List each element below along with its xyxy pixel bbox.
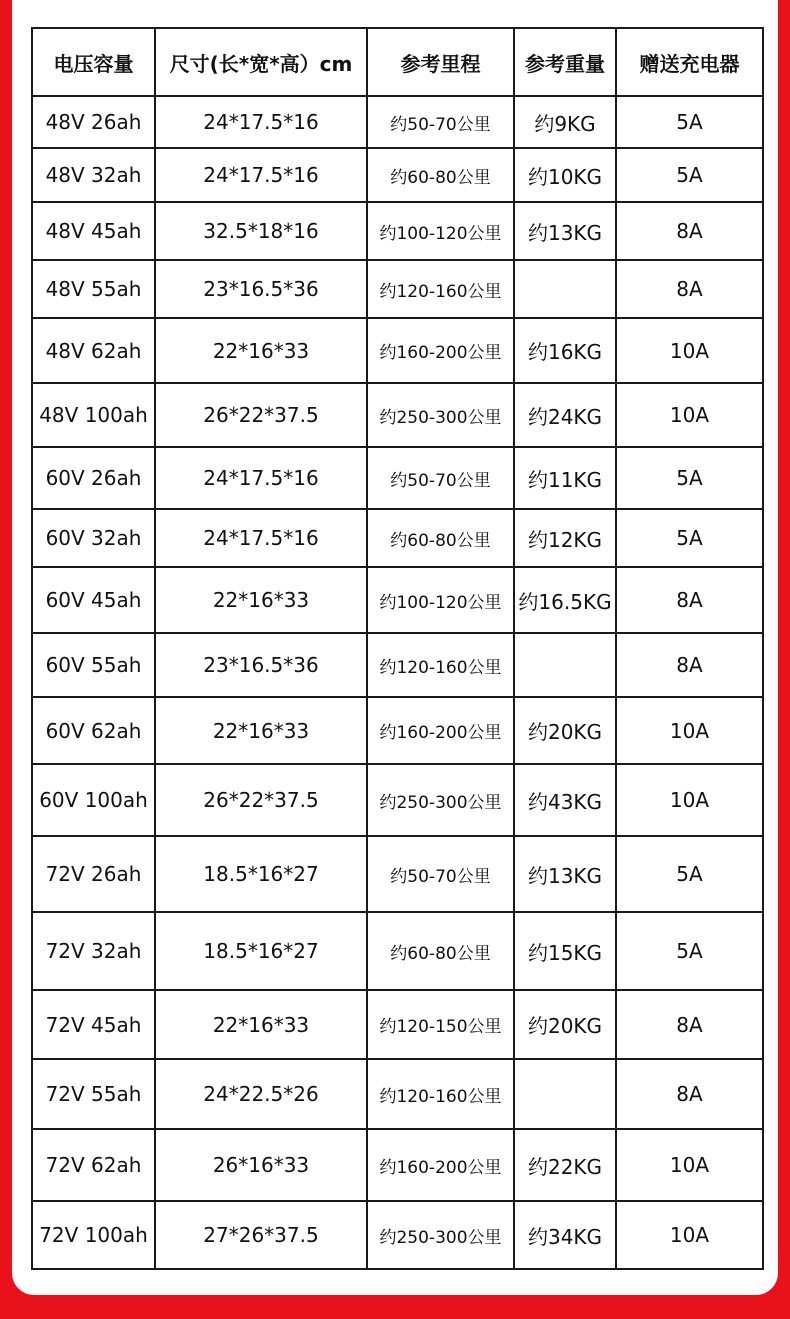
cell-included-charger: 10A — [616, 1201, 763, 1269]
cell-dimensions: 24*17.5*16 — [155, 148, 367, 202]
cell-reference-weight: 约11KG — [514, 447, 616, 509]
cell-reference-weight: 约20KG — [514, 697, 616, 764]
cell-reference-range: 约250-300公里 — [367, 383, 514, 447]
cell-reference-weight: 约9KG — [514, 96, 616, 148]
table-row — [32, 633, 763, 697]
cell-voltage-capacity: 60V 26ah — [32, 447, 155, 509]
spec-card — [12, 0, 778, 1295]
cell-reference-range: 约100-120公里 — [367, 567, 514, 633]
cell-reference-weight — [514, 1059, 616, 1129]
cell-reference-weight: 约13KG — [514, 202, 616, 260]
cell-reference-weight: 约34KG — [514, 1201, 616, 1269]
table-row — [32, 383, 763, 447]
cell-dimensions: 22*16*33 — [155, 990, 367, 1059]
cell-reference-range: 约60-80公里 — [367, 912, 514, 990]
table-row — [32, 509, 763, 567]
cell-reference-weight: 约22KG — [514, 1129, 616, 1201]
header-reference-range: 参考里程 — [367, 28, 514, 96]
cell-voltage-capacity: 60V 100ah — [32, 764, 155, 836]
cell-reference-weight — [514, 260, 616, 318]
cell-voltage-capacity: 60V 45ah — [32, 567, 155, 633]
cell-reference-range: 约50-70公里 — [367, 836, 514, 912]
cell-included-charger: 8A — [616, 202, 763, 260]
cell-dimensions: 24*17.5*16 — [155, 509, 367, 567]
cell-voltage-capacity: 72V 32ah — [32, 912, 155, 990]
cell-reference-weight: 约10KG — [514, 148, 616, 202]
cell-included-charger: 5A — [616, 148, 763, 202]
cell-reference-range: 约50-70公里 — [367, 96, 514, 148]
cell-included-charger: 5A — [616, 912, 763, 990]
cell-included-charger: 8A — [616, 990, 763, 1059]
cell-dimensions: 22*16*33 — [155, 567, 367, 633]
header-included-charger: 赠送充电器 — [616, 28, 763, 96]
table-header-row — [32, 28, 763, 96]
cell-included-charger: 5A — [616, 96, 763, 148]
cell-included-charger: 8A — [616, 260, 763, 318]
cell-reference-range: 约60-80公里 — [367, 148, 514, 202]
cell-reference-range: 约160-200公里 — [367, 697, 514, 764]
table-row — [32, 260, 763, 318]
cell-included-charger: 8A — [616, 633, 763, 697]
table-body — [32, 96, 763, 1269]
cell-reference-range: 约120-160公里 — [367, 633, 514, 697]
table-row — [32, 567, 763, 633]
cell-reference-range: 约160-200公里 — [367, 318, 514, 383]
cell-dimensions: 18.5*16*27 — [155, 836, 367, 912]
cell-voltage-capacity: 48V 100ah — [32, 383, 155, 447]
cell-reference-weight: 约20KG — [514, 990, 616, 1059]
battery-spec-table — [31, 27, 764, 1270]
table-row — [32, 447, 763, 509]
cell-dimensions: 32.5*18*16 — [155, 202, 367, 260]
cell-reference-weight — [514, 633, 616, 697]
cell-included-charger: 10A — [616, 697, 763, 764]
table-row — [32, 912, 763, 990]
cell-reference-range: 约50-70公里 — [367, 447, 514, 509]
header-reference-weight: 参考重量 — [514, 28, 616, 96]
cell-reference-range: 约250-300公里 — [367, 764, 514, 836]
cell-voltage-capacity: 60V 62ah — [32, 697, 155, 764]
cell-reference-weight: 约16.5KG — [514, 567, 616, 633]
cell-included-charger: 8A — [616, 567, 763, 633]
cell-reference-range: 约100-120公里 — [367, 202, 514, 260]
cell-voltage-capacity: 72V 62ah — [32, 1129, 155, 1201]
cell-voltage-capacity: 72V 100ah — [32, 1201, 155, 1269]
cell-included-charger: 10A — [616, 318, 763, 383]
cell-dimensions: 26*16*33 — [155, 1129, 367, 1201]
cell-voltage-capacity: 48V 62ah — [32, 318, 155, 383]
cell-reference-weight: 约15KG — [514, 912, 616, 990]
table-row — [32, 697, 763, 764]
cell-reference-range: 约120-150公里 — [367, 990, 514, 1059]
cell-reference-range: 约60-80公里 — [367, 509, 514, 567]
cell-voltage-capacity: 60V 32ah — [32, 509, 155, 567]
table-row — [32, 764, 763, 836]
header-voltage-capacity: 电压容量 — [32, 28, 155, 96]
cell-dimensions: 26*22*37.5 — [155, 764, 367, 836]
cell-dimensions: 18.5*16*27 — [155, 912, 367, 990]
cell-dimensions: 22*16*33 — [155, 697, 367, 764]
cell-reference-weight: 约16KG — [514, 318, 616, 383]
header-dimensions: 尺寸(长*宽*高）cm — [155, 28, 367, 96]
cell-included-charger: 10A — [616, 383, 763, 447]
cell-reference-range: 约160-200公里 — [367, 1129, 514, 1201]
table-row — [32, 148, 763, 202]
cell-dimensions: 23*16.5*36 — [155, 633, 367, 697]
cell-voltage-capacity: 48V 55ah — [32, 260, 155, 318]
cell-reference-range: 约250-300公里 — [367, 1201, 514, 1269]
cell-dimensions: 24*22.5*26 — [155, 1059, 367, 1129]
cell-included-charger: 5A — [616, 447, 763, 509]
cell-voltage-capacity: 72V 55ah — [32, 1059, 155, 1129]
cell-included-charger: 10A — [616, 1129, 763, 1201]
table-row — [32, 1201, 763, 1269]
cell-voltage-capacity: 60V 55ah — [32, 633, 155, 697]
cell-reference-range: 约120-160公里 — [367, 1059, 514, 1129]
cell-dimensions: 24*17.5*16 — [155, 96, 367, 148]
table-row — [32, 96, 763, 148]
table-row — [32, 318, 763, 383]
cell-reference-weight: 约43KG — [514, 764, 616, 836]
cell-reference-weight: 约13KG — [514, 836, 616, 912]
cell-dimensions: 23*16.5*36 — [155, 260, 367, 318]
cell-included-charger: 8A — [616, 1059, 763, 1129]
cell-dimensions: 26*22*37.5 — [155, 383, 367, 447]
cell-reference-range: 约120-160公里 — [367, 260, 514, 318]
cell-voltage-capacity: 72V 45ah — [32, 990, 155, 1059]
cell-included-charger: 5A — [616, 836, 763, 912]
cell-dimensions: 27*26*37.5 — [155, 1201, 367, 1269]
cell-dimensions: 22*16*33 — [155, 318, 367, 383]
cell-voltage-capacity: 48V 45ah — [32, 202, 155, 260]
cell-reference-weight: 约12KG — [514, 509, 616, 567]
cell-included-charger: 5A — [616, 509, 763, 567]
cell-voltage-capacity: 48V 32ah — [32, 148, 155, 202]
cell-voltage-capacity: 72V 26ah — [32, 836, 155, 912]
cell-reference-weight: 约24KG — [514, 383, 616, 447]
table-row — [32, 1059, 763, 1129]
table-row — [32, 990, 763, 1059]
table-row — [32, 836, 763, 912]
table-row — [32, 1129, 763, 1201]
table-row — [32, 202, 763, 260]
cell-included-charger: 10A — [616, 764, 763, 836]
cell-voltage-capacity: 48V 26ah — [32, 96, 155, 148]
cell-dimensions: 24*17.5*16 — [155, 447, 367, 509]
